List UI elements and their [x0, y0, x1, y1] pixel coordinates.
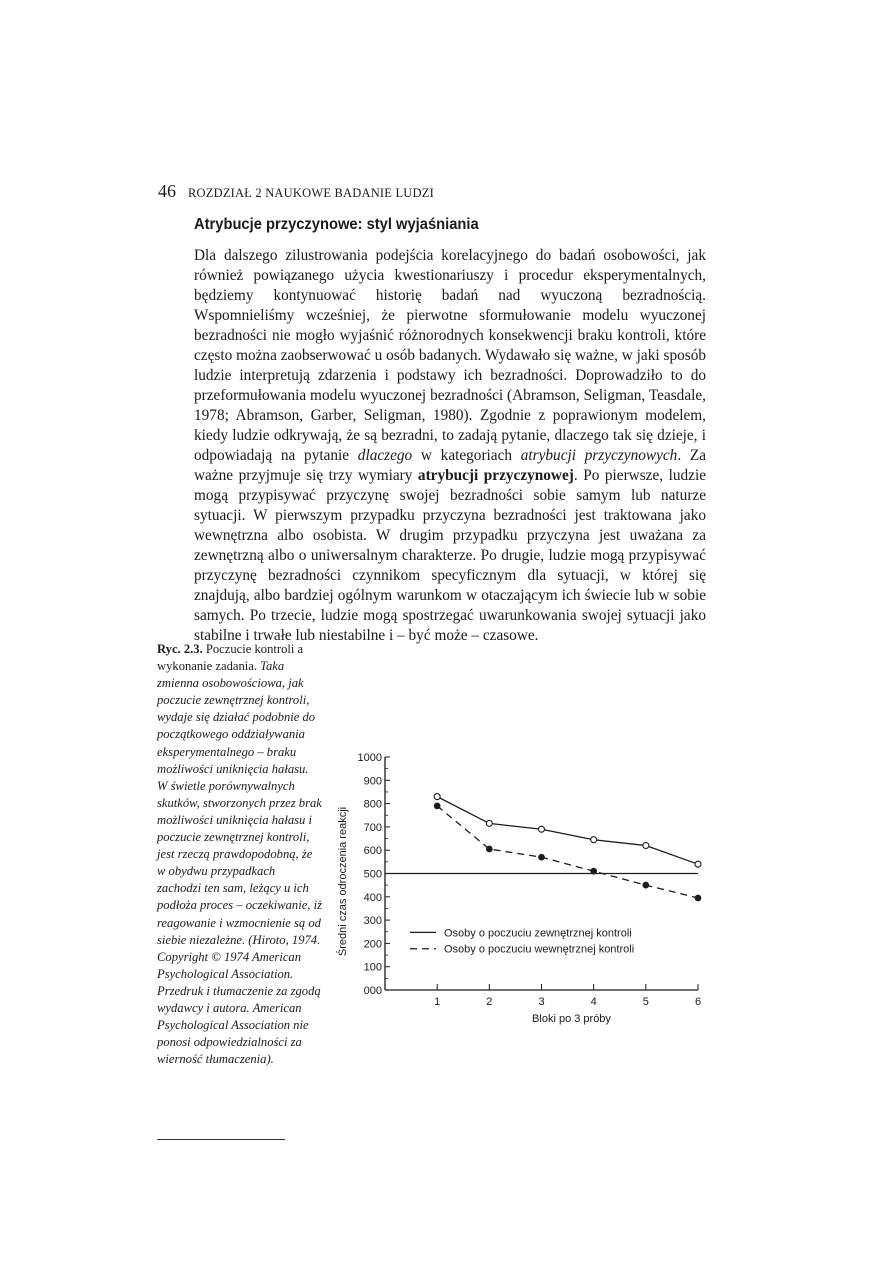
x-tick-label: 4	[590, 996, 597, 1008]
y-axis-label: Średni czas odroczenia reakcji	[337, 806, 349, 957]
body-text-4: . Po pierwsze, ludzie mogą przypisywać przyczynę swojej bezradności sobie samym lub naturze sytuacji. W pierwszym przypadku przyczyna bezradności jest traktowana jako wewnętrzna albo osobista. W drugim przypadku przyczyna jest uważana za zewnętrzną albo o uniwersalnym charakterze. Po drugie, ludzie mogą przypisywać przyczynę bezradności czynnikom specyficznym dla sytuacji, w której się znajdują, albo bardziej ogólnym warunkom w otaczającym ich świecie lub w sobie samych. Po trzecie, ludzie mogą spostrzegać uwarunkowania swojej sytuacji jako stabilne i trwałe lub niestabilne i – być może – czasowe.	[194, 467, 706, 644]
body-text-3: . Za ważne przyjmuje się trzy wymiary	[194, 447, 706, 484]
legend-label-1: Osoby o poczuciu zewnętrznej kontroli	[444, 927, 632, 940]
data-point-series-1	[695, 861, 701, 867]
y-tick-label: 500	[363, 868, 382, 881]
series-line-1	[437, 797, 698, 865]
data-point-series-1	[434, 794, 440, 800]
y-tick-label: 100	[363, 961, 382, 974]
y-tick-label: 400	[363, 891, 382, 904]
x-axis-label: Bloki po 3 próby	[532, 1013, 611, 1025]
data-point-series-2	[434, 803, 440, 809]
y-tick-label: 300	[363, 915, 382, 928]
data-point-series-2	[487, 846, 493, 852]
section-heading: Atrybucje przyczynowe: styl wyjaśniania	[194, 216, 479, 233]
y-tick-label: 1000	[357, 752, 382, 764]
x-tick-label: 2	[486, 996, 493, 1008]
body-italic-2: atrybucji przyczynowych	[520, 447, 678, 464]
x-tick-label: 3	[538, 996, 545, 1008]
series-line-2	[437, 806, 698, 898]
body-text-2: w kategoriach	[412, 447, 521, 464]
running-header	[158, 181, 434, 202]
body-bold-term: atrybucji przyczynowej	[417, 467, 574, 484]
y-tick-label: 000	[363, 985, 382, 997]
footnote-rule	[157, 1139, 285, 1140]
chart-axes	[336, 752, 701, 1025]
caption-title: Poczucie kontroli a wykonanie zadania.	[157, 642, 304, 674]
body-text-1: Dla dalszego zilustrowania podejścia korelacyjnego do badań osobowości, jak również powiązanego użycia kwestionariuszy i procedur eksperymentalnych, będziemy kontynuować historię badań nad wyuczoną bezradnością. Wspomnieliśmy wcześniej, że pierwotne sformułowanie modelu wyuczonej bezradności nie mogło wyjaśnić różnorodnych konsekwencji braku kontroli, które często można zaobserwować u osób badanych. Wydawało się ważne, w jaki sposób ludzie interpretują zdarzenia i podstawy ich bezradności. Doprowadziło to do przeformułowania modelu wyuczonej bezradności (Abramson, Seligman, Teasdale, 1978; Abramson, Garber, Seligman, 1980). Zgodnie z poprawionym modelem, kiedy ludzie odkrywają, że są bezradni, to zadają pytanie, dlaczego tak się dzieje, i odpowiadają na pytanie	[194, 247, 706, 464]
body-italic-1: dlaczego	[357, 447, 413, 464]
caption-label: Ryc. 2.3.	[157, 642, 203, 656]
x-tick-label: 5	[642, 996, 649, 1008]
page-number: 46	[158, 181, 176, 201]
figure-caption	[157, 641, 322, 1068]
data-point-series-1	[591, 837, 597, 843]
y-tick-label: 200	[363, 938, 382, 951]
series-lines	[437, 797, 698, 898]
legend-label-2: Osoby o poczuciu wewnętrznej kontroli	[444, 943, 635, 956]
data-point-series-2	[539, 854, 545, 860]
line-chart	[330, 745, 720, 1030]
x-tick-label: 6	[694, 996, 702, 1008]
y-tick-label: 900	[363, 775, 382, 788]
body-paragraph	[194, 246, 706, 646]
data-point-series-2	[643, 882, 649, 888]
figure-chart	[330, 745, 720, 1030]
running-title: ROZDZIAŁ 2 NAUKOWE BADANIE LUDZI	[188, 186, 434, 200]
data-point-series-1	[539, 826, 545, 832]
caption-description: Taka zmienna osobowościowa, jak poczucie zewnętrznej kontroli, wydaje się działać podobnie do początkowego oddziaływania eksperymentalnego – braku możliwości uniknięcia hałasu. W świetle porównywalnych skutków, stworzonych przez brak możliwości uniknięcia hałasu i poczucie zewnętrznej kontroli, jest rzeczą prawdopodobną, że w obydwu przypadkach zachodzi ten sam, leżący u ich podłoża proces – oczekiwanie, iż reagowanie i wzmocnienie są od siebie niezależne. (Hiroto, 1974. Copyright © 1974 American Psychological Association. Przedruk i tłumaczenie za zgodą wydawcy i autora. American Psychological Association nie ponosi odpowiedzialności za wierność tłumaczenia).	[157, 659, 322, 1067]
data-point-series-2	[591, 868, 597, 874]
chart-legend	[410, 927, 634, 955]
x-tick-label: 1	[434, 996, 441, 1008]
y-tick-label: 700	[363, 821, 382, 834]
y-tick-label: 600	[363, 845, 382, 858]
data-point-series-2	[695, 895, 701, 901]
data-point-series-1	[643, 843, 649, 849]
y-tick-label: 800	[363, 798, 382, 811]
data-point-series-1	[486, 820, 492, 826]
series-points	[434, 794, 701, 901]
